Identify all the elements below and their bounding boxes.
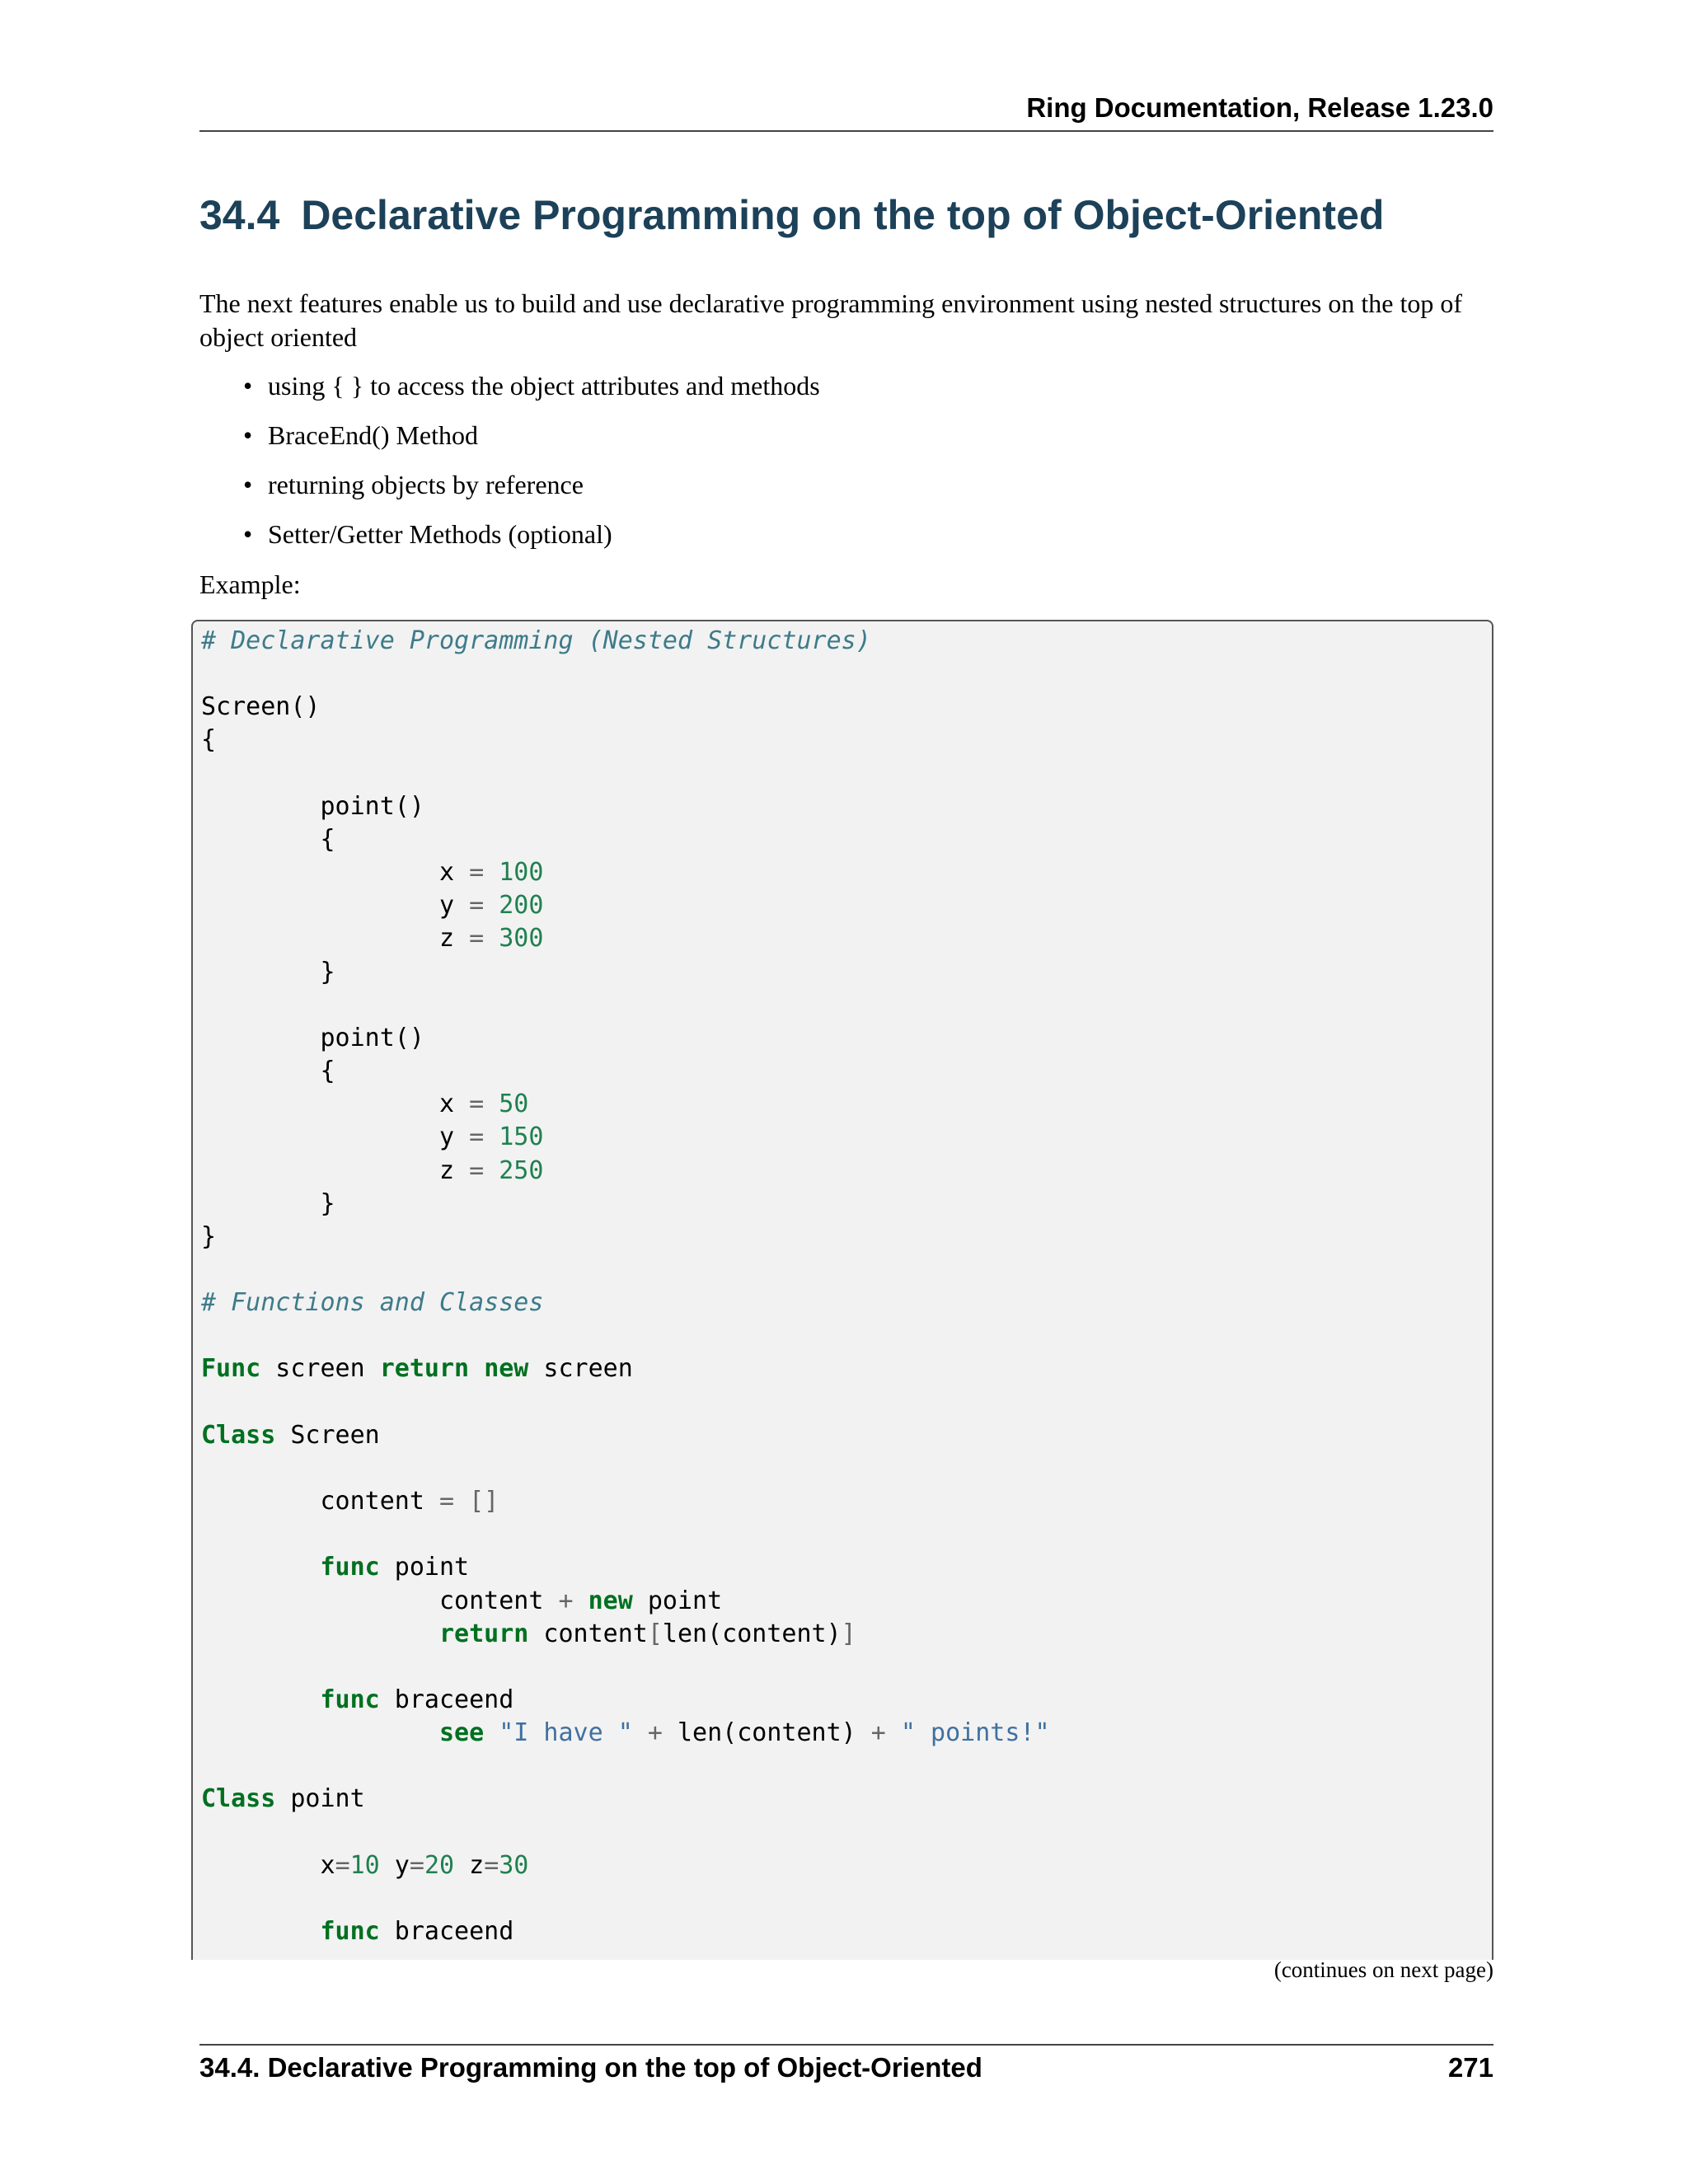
feature-list-item: • using { } to access the object attributes and methods: [199, 369, 820, 419]
code-comment: # Functions and Classes: [201, 1288, 544, 1318]
section-title-text: Declarative Programming on the top of Object-Oriented: [301, 192, 1385, 238]
section-number: 34.4: [199, 192, 280, 238]
example-label: Example:: [199, 569, 301, 599]
running-header: Ring Documentation, Release 1.23.0: [1026, 92, 1493, 123]
page-number: 271: [1447, 2052, 1493, 2083]
intro-paragraph: The next features enable us to build and use declarative programming environment using nested structures on the top of object oriented: [199, 288, 1462, 352]
footer-rule: [199, 2044, 1493, 2046]
document-page: [199, 0, 1493, 2184]
header-rule: [199, 130, 1493, 132]
code-block[interactable]: [191, 620, 1493, 1960]
code-string: " points!": [900, 1718, 1050, 1748]
feature-list-item: • Setter/Getter Methods (optional): [199, 518, 820, 567]
continues-note: (continues on next page): [1273, 1957, 1493, 1982]
footer-section-ref: 34.4. Declarative Programming on the top of Object-Oriented: [199, 2052, 982, 2083]
feature-list-item: • BraceEnd() Method: [199, 419, 820, 468]
code-comment: # Declarative Programming (Nested Structures): [201, 626, 871, 655]
feature-list-item: • returning objects by reference: [199, 468, 820, 518]
feature-list: [199, 369, 820, 567]
section-title: [199, 191, 1384, 239]
code-listing: # Declarative Programming (Nested Structures) Screen() { point() { x = 100 y = 200 z = 300 } point() { x = 50 y = 150 z = 250 } } # Functions and Classes Func screen return new screen Class Screen content = [] func point content + new point return content[len(content)] func braceend see "I have " + len(content) + " points!" Class point x=10 y=20 z=30 func braceend: [201, 626, 1050, 1947]
code-string: "I have ": [499, 1718, 633, 1748]
